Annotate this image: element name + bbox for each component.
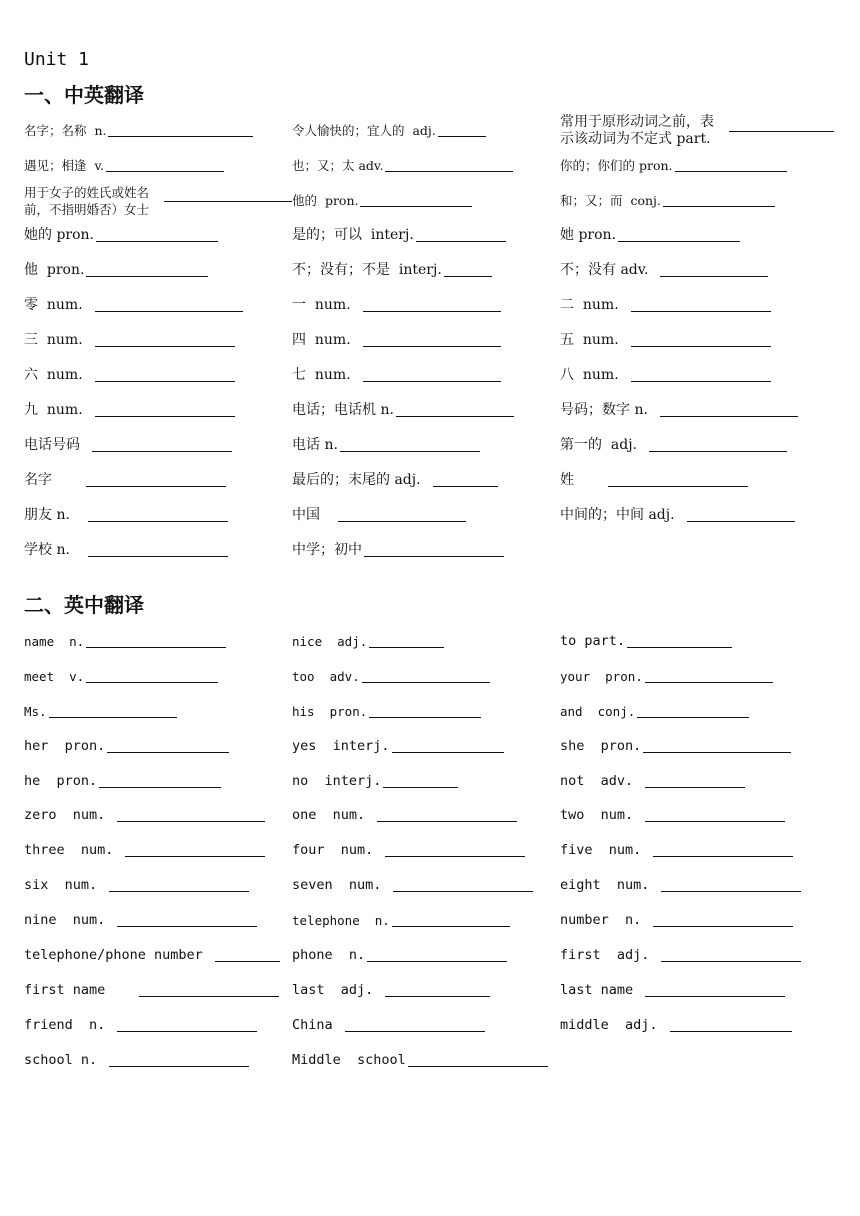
item-label: his pron. — [292, 703, 368, 719]
answer-blank[interactable] — [627, 646, 732, 648]
answer-blank[interactable] — [661, 960, 801, 962]
item-label: 电话号码 — [24, 437, 80, 453]
item-label: 六 num. — [24, 367, 83, 383]
answer-blank[interactable] — [369, 646, 444, 648]
item-label: China — [292, 1016, 333, 1033]
item-label: name n. — [24, 633, 85, 649]
answer-blank[interactable] — [631, 380, 771, 382]
unit-title: Unit 1 — [24, 49, 90, 70]
vocab-item — [560, 729, 834, 764]
answer-blank[interactable] — [660, 275, 768, 277]
vocab-item — [560, 323, 834, 358]
item-label: 和；又；而 conj. — [560, 193, 661, 208]
vocab-item — [24, 694, 292, 729]
vocab-item — [560, 938, 834, 973]
item-label: 姓 — [560, 472, 574, 488]
vocab-item — [292, 1043, 560, 1078]
vocab-item — [24, 288, 292, 323]
vocab-item — [292, 288, 560, 323]
item-label: and conj. — [560, 703, 636, 719]
vocab-item — [24, 868, 292, 903]
vocab-item — [292, 533, 560, 568]
item-label: 常用于原形动词之前，表示该动词为不定式 part. — [560, 113, 714, 147]
answer-blank[interactable] — [416, 240, 506, 242]
vocab-item — [560, 694, 834, 729]
section-heading-chinese-english: 一、中英翻译 — [24, 83, 144, 107]
item-label: no interj. — [292, 772, 382, 789]
vocab-item — [560, 288, 834, 323]
vocab-item — [24, 463, 292, 498]
item-label: 她 pron. — [560, 227, 616, 243]
answer-blank[interactable] — [444, 275, 492, 277]
answer-blank[interactable] — [92, 450, 232, 452]
answer-blank[interactable] — [139, 995, 279, 997]
answer-blank[interactable] — [385, 170, 513, 172]
vocab-item — [560, 428, 834, 463]
answer-blank[interactable] — [637, 716, 749, 718]
item-label: 用于女子的姓氏或姓名前，不指明婚否）女士 — [24, 184, 150, 217]
item-label: 四 num. — [292, 332, 351, 348]
item-label: five num. — [560, 842, 642, 859]
vocab-item-empty — [560, 533, 834, 568]
item-label: first name — [24, 981, 106, 998]
vocab-item — [24, 183, 292, 218]
answer-blank[interactable] — [385, 995, 490, 997]
item-label: 不；没有；不是 interj. — [292, 262, 442, 278]
item-label: 零 num. — [24, 297, 83, 313]
answer-blank[interactable] — [95, 415, 235, 417]
answer-blank[interactable] — [660, 415, 798, 417]
answer-blank[interactable] — [653, 855, 793, 857]
vocab-item — [292, 358, 560, 393]
item-label: 号码；数字 n. — [560, 402, 648, 418]
answer-blank[interactable] — [383, 786, 458, 788]
answer-blank[interactable] — [367, 960, 507, 962]
item-label: yes interj. — [292, 737, 390, 754]
answer-blank[interactable] — [645, 681, 773, 683]
vocab-item — [24, 833, 292, 868]
answer-blank[interactable] — [631, 310, 771, 312]
answer-blank[interactable] — [88, 555, 228, 557]
answer-blank[interactable] — [392, 751, 504, 753]
item-label: 朋友 n. — [24, 507, 70, 523]
answer-blank[interactable] — [117, 925, 257, 927]
item-label: one num. — [292, 807, 366, 824]
vocab-item — [560, 833, 834, 868]
answer-blank[interactable] — [645, 995, 785, 997]
item-label: 电话；电话机 n. — [292, 402, 394, 418]
answer-blank[interactable] — [360, 205, 472, 207]
item-label: too adv. — [292, 668, 360, 684]
vocab-item — [560, 903, 834, 938]
item-label: 二 num. — [560, 297, 619, 313]
item-label: 第一的 adj. — [560, 437, 637, 453]
vocab-item — [292, 659, 560, 694]
item-label: middle adj. — [560, 1016, 658, 1033]
vocab-item — [292, 624, 560, 659]
vocab-item — [560, 218, 834, 253]
item-label: not adv. — [560, 772, 634, 789]
answer-blank[interactable] — [88, 520, 228, 522]
vocab-item — [24, 624, 292, 659]
vocab-item — [292, 973, 560, 1008]
vocab-item — [24, 498, 292, 533]
answer-blank[interactable] — [385, 855, 525, 857]
vocab-item — [292, 798, 560, 833]
vocab-item — [24, 113, 292, 148]
answer-blank[interactable] — [396, 415, 514, 417]
vocab-item — [292, 833, 560, 868]
vocab-item — [560, 393, 834, 428]
item-label: seven num. — [292, 877, 382, 894]
answer-blank[interactable] — [643, 751, 791, 753]
item-label: 电话 n. — [292, 437, 338, 453]
item-label: 他的 pron. — [292, 193, 359, 208]
vocab-item — [560, 973, 834, 1008]
vocab-item — [292, 148, 560, 183]
item-label: number n. — [560, 912, 642, 929]
vocab-item — [24, 428, 292, 463]
answer-blank[interactable] — [649, 450, 787, 452]
item-label: telephone/phone number — [24, 946, 203, 963]
answer-blank[interactable] — [661, 890, 801, 892]
item-label: 八 num. — [560, 367, 619, 383]
vocab-item — [24, 938, 292, 973]
item-label: 中学；初中 — [292, 542, 362, 558]
item-label: Middle school — [292, 1051, 406, 1068]
answer-blank[interactable] — [95, 345, 235, 347]
vocab-item — [292, 323, 560, 358]
answer-blank[interactable] — [340, 450, 480, 452]
answer-blank[interactable] — [631, 345, 771, 347]
answer-blank[interactable] — [86, 646, 226, 648]
item-label: her pron. — [24, 737, 106, 754]
answer-blank[interactable] — [125, 855, 265, 857]
vocab-item — [24, 973, 292, 1008]
vocab-item — [560, 463, 834, 498]
vocab-item — [560, 1008, 834, 1043]
vocab-item — [560, 183, 834, 218]
answer-blank[interactable] — [99, 786, 221, 788]
item-label: 名字 — [24, 472, 52, 488]
vocab-item — [24, 533, 292, 568]
vocab-item — [560, 868, 834, 903]
vocab-item — [24, 729, 292, 764]
item-label: first adj. — [560, 946, 650, 963]
vocab-item — [24, 148, 292, 183]
vocab-item — [24, 659, 292, 694]
item-label: she pron. — [560, 737, 642, 754]
answer-blank[interactable] — [438, 135, 486, 137]
answer-blank[interactable] — [86, 485, 226, 487]
vocab-item — [292, 938, 560, 973]
item-label: 七 num. — [292, 367, 351, 383]
item-label: 九 num. — [24, 402, 83, 418]
answer-blank[interactable] — [392, 925, 510, 927]
answer-blank[interactable] — [109, 1065, 249, 1067]
answer-blank[interactable] — [86, 681, 218, 683]
item-label: he pron. — [24, 772, 98, 789]
item-label: school n. — [24, 1051, 98, 1068]
vocab-item — [24, 358, 292, 393]
vocab-item-empty — [560, 1043, 834, 1078]
item-label: 她的 pron. — [24, 227, 94, 243]
vocab-item — [292, 218, 560, 253]
english-chinese-grid — [24, 624, 834, 1078]
answer-blank[interactable] — [215, 960, 280, 962]
vocab-item — [292, 694, 560, 729]
answer-blank[interactable] — [364, 555, 504, 557]
vocab-item — [24, 903, 292, 938]
answer-blank[interactable] — [363, 310, 501, 312]
vocab-item — [560, 358, 834, 393]
answer-blank[interactable] — [86, 275, 208, 277]
answer-blank[interactable] — [408, 1065, 548, 1067]
item-label: zero num. — [24, 807, 106, 824]
vocab-item — [560, 624, 834, 659]
item-label: to part. — [560, 632, 626, 649]
answer-blank[interactable] — [608, 485, 748, 487]
item-label: 三 num. — [24, 332, 83, 348]
answer-blank[interactable] — [49, 716, 177, 718]
item-label: 中间的；中间 adj. — [560, 507, 675, 523]
vocab-item — [292, 498, 560, 533]
answer-blank[interactable] — [670, 1030, 792, 1032]
item-label: 名字；名称 n. — [24, 123, 107, 138]
vocab-item — [292, 183, 560, 218]
answer-blank[interactable] — [618, 240, 740, 242]
item-label: three num. — [24, 842, 114, 859]
item-label: 他 pron. — [24, 262, 85, 278]
answer-blank[interactable] — [729, 130, 834, 132]
vocab-item — [24, 323, 292, 358]
answer-blank[interactable] — [653, 925, 793, 927]
answer-blank[interactable] — [164, 200, 292, 202]
item-label: last name — [560, 981, 634, 998]
answer-blank[interactable] — [109, 890, 249, 892]
vocab-item — [292, 463, 560, 498]
answer-blank[interactable] — [363, 380, 501, 382]
answer-blank[interactable] — [95, 380, 235, 382]
answer-blank[interactable] — [95, 310, 243, 312]
answer-blank[interactable] — [107, 751, 229, 753]
vocab-item — [292, 729, 560, 764]
answer-blank[interactable] — [645, 820, 785, 822]
vocab-item — [24, 1008, 292, 1043]
vocab-item — [560, 498, 834, 533]
item-label: 也；又；太 adv. — [292, 158, 384, 173]
answer-blank[interactable] — [117, 820, 265, 822]
vocab-item — [292, 113, 560, 148]
item-label: 是的；可以 interj. — [292, 227, 414, 243]
vocab-item — [292, 868, 560, 903]
item-label: 令人愉快的；宜人的 adj. — [292, 123, 436, 138]
answer-blank[interactable] — [675, 170, 787, 172]
item-label: nice adj. — [292, 633, 368, 649]
item-label: 遇见；相逢 v. — [24, 158, 104, 173]
item-label: nine num. — [24, 912, 106, 929]
vocab-item — [292, 393, 560, 428]
vocab-item — [24, 393, 292, 428]
vocab-item — [292, 1008, 560, 1043]
vocab-item — [292, 253, 560, 288]
item-label: 中国 — [292, 507, 320, 523]
vocab-item — [24, 798, 292, 833]
item-label: two num. — [560, 807, 634, 824]
vocab-item — [24, 764, 292, 799]
vocab-item — [560, 253, 834, 288]
vocab-item — [560, 113, 834, 148]
vocab-item — [560, 148, 834, 183]
answer-blank[interactable] — [108, 135, 253, 137]
item-label: friend n. — [24, 1016, 106, 1033]
item-label: meet v. — [24, 668, 85, 684]
item-label: six num. — [24, 877, 98, 894]
item-label: 学校 n. — [24, 542, 70, 558]
vocab-item — [560, 798, 834, 833]
item-label: eight num. — [560, 877, 650, 894]
item-label: Ms. — [24, 703, 47, 719]
vocab-item — [24, 253, 292, 288]
section-heading-english-chinese: 二、英中翻译 — [24, 593, 144, 617]
vocab-item — [292, 764, 560, 799]
vocab-item — [560, 764, 834, 799]
answer-blank[interactable] — [362, 681, 490, 683]
item-label: last adj. — [292, 981, 374, 998]
vocab-item — [292, 428, 560, 463]
answer-blank[interactable] — [338, 520, 466, 522]
item-label: four num. — [292, 842, 374, 859]
answer-blank[interactable] — [687, 520, 795, 522]
item-label: 你的；你们的 pron. — [560, 158, 673, 173]
answer-blank[interactable] — [663, 205, 775, 207]
item-label: telephone n. — [292, 913, 390, 929]
vocab-item — [560, 659, 834, 694]
answer-blank[interactable] — [433, 485, 498, 487]
answer-blank[interactable] — [106, 170, 224, 172]
answer-blank[interactable] — [377, 820, 517, 822]
item-label: 最后的；末尾的 adj. — [292, 472, 421, 488]
answer-blank[interactable] — [96, 240, 218, 242]
chinese-english-grid — [24, 113, 834, 568]
item-label: 一 num. — [292, 297, 351, 313]
vocab-item — [292, 903, 560, 938]
item-label: 五 num. — [560, 332, 619, 348]
answer-blank[interactable] — [345, 1030, 485, 1032]
item-label: your pron. — [560, 668, 643, 684]
vocab-item — [24, 1043, 292, 1078]
answer-blank[interactable] — [117, 1030, 257, 1032]
item-label: 不；没有 adv. — [560, 262, 649, 278]
vocab-item — [24, 218, 292, 253]
answer-blank[interactable] — [645, 786, 745, 788]
answer-blank[interactable] — [363, 345, 501, 347]
answer-blank[interactable] — [393, 890, 533, 892]
answer-blank[interactable] — [369, 716, 481, 718]
item-label: phone n. — [292, 946, 366, 963]
